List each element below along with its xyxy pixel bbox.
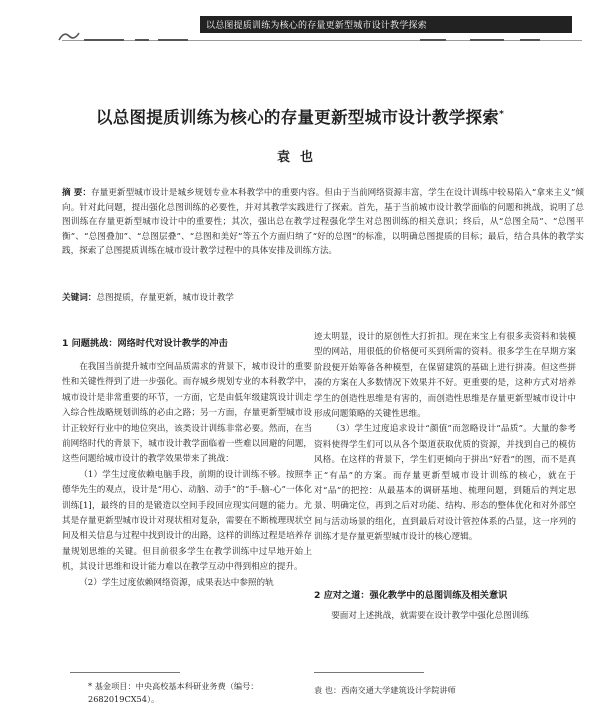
header-dash bbox=[520, 39, 540, 41]
keywords-text: 总图提质，存量更新，城市设计教学 bbox=[96, 293, 234, 303]
paragraph: （2）学生过度依赖网络资源，成果表达中参照的轨 bbox=[79, 577, 274, 588]
header-dash bbox=[135, 39, 149, 41]
paper-title bbox=[70, 104, 530, 128]
header-dash bbox=[84, 39, 124, 41]
left-column bbox=[62, 360, 312, 591]
keywords-label: 关键词： bbox=[62, 293, 97, 303]
footnote-rule bbox=[314, 672, 424, 673]
abstract bbox=[62, 186, 584, 259]
section-2-heading: 2 应对之道：强化教学中的总图训练及相关意识 bbox=[314, 590, 508, 601]
footnote-rule bbox=[70, 672, 180, 673]
abstract-text: 存量更新型城市设计是城乡规划专业本科教学中的重要内容。但由于当前网络资源丰富，学生在设计训练中较易陷入“拿来主义”倾向。针对此问题，提出强化总图训练的必要性，并对其教学实践进行了探索。首先，基于当前城市设计教学面临的问题和挑战，说明了总图训练在存量更新型城市设计中的重要性；其次，强出总在教学过程强化学生对总图训练的相关意识；终后，从“总图全局”、“总图平衡”、“总图叠加”、“总图层叠”、“总图和美好”等五个方面归纳了“好的总图”的标准，以明确总图提质的目标；最后，结合具体的教学实践，探索了总图提质训练在城市设计教学过程中的具体安排及训练方法。 bbox=[62, 188, 584, 257]
author-name: 袁也 bbox=[276, 150, 323, 165]
header-dash bbox=[470, 39, 504, 41]
paragraph: （3）学生过度追求设计“颜值”而忽略设计“品质”。大量的参考资料使得学生们可以从各个渠道获取优质的资源，并找到自己的模仿风格。在这样的背景下，学生们更倾向于拼出“好看”的图，而不是真正“有品”的方案。而存量更新型城市设计训练的核心，就在于对“品”的把控：从最基本的调研基地、梳理问题，到随后的判定思景、明确定位，再到之后对功能、结构、形态的整体优化和对外部空间与活动场景的组化，直到最后对设计管控体系的凸显，这一序列的训练才是存量更新型城市设计的核心逻辑。 bbox=[314, 424, 576, 543]
section-2-body bbox=[314, 609, 576, 624]
author-affiliation: 袁 也：西南交通大学建筑设计学院讲师 bbox=[314, 685, 456, 695]
paragraph: 要面对上述挑战，就需要在设计教学中强化总图训练 bbox=[331, 611, 529, 621]
abstract-label: 摘 要： bbox=[62, 188, 91, 198]
header-dash bbox=[158, 39, 188, 41]
title-text: 以总图提质训练为核心的存量更新型城市设计教学探索 bbox=[95, 108, 500, 127]
running-head: 以总图提质训练为核心的存量更新型城市设计教学探索 bbox=[200, 16, 572, 33]
title-footnote-mark: * bbox=[499, 109, 505, 120]
section-1-heading: 1 问题挑战：网络时代对设计教学的冲击 bbox=[62, 338, 228, 349]
paragraph: 迹太明显，设计的原创性大打折扣。现在来宝上有很多卖资料和装模型的网站，用很低的价格便可买到所需的资料。很多学生在早期方案阶段便开始筹备各种模型，在保留建筑的基础上进行拼凑。但这些拼凑的方案在人多数情况下效果并不好。更重要的是，这种方式对培养学生的创造性思维是有害的，而创造性思维是存量更新型城市设计中形成问题策略的关键性思维。 bbox=[314, 332, 576, 420]
paragraph: （1）学生过度依赖电脑手段，前期的设计训练不够。按照李德华先生的观点，设计是“用心、动脑、动手”的“手-脑-心”一体化训练[1]，最终的目的是锻造以空间手段回应现实问题的能力。尤其是存量更新型城市设计对现状相对复杂，需要在不断梳理现状空间及相关信息与过程中找到设计的出路，这样的训练过程是培养存量规划思维的关键。但目前很多学生在教学训练中过早地开始上机，其设计思维和设计能力难以在教学互动中得到相应的提升。 bbox=[62, 469, 312, 573]
header-dash bbox=[420, 39, 446, 41]
keywords bbox=[62, 291, 584, 305]
funding-footnote: * 基金项目：中央高校基本科研业务费（编号：2682019CX54）。 bbox=[88, 681, 259, 704]
paragraph: 在我国当前提升城市空间品质需求的背景下，城市设计的重要性和关键性得到了进一步强化。而存城乡规划专业的本科教学中，城市设计是非常重要的环节，一方面，它是由低年级建筑设计训走入综合性战略规划训练的必由之路；另一方面，存量更新型城市设计正较好行业中的地位突出，该类设计训练非常必要。然而，在当前网络时代的背景下，城市设计教学面临着一些难以回避的问题，这些问题给城市设计的教学效果带来了挑战： bbox=[62, 362, 312, 465]
right-column bbox=[314, 330, 576, 546]
